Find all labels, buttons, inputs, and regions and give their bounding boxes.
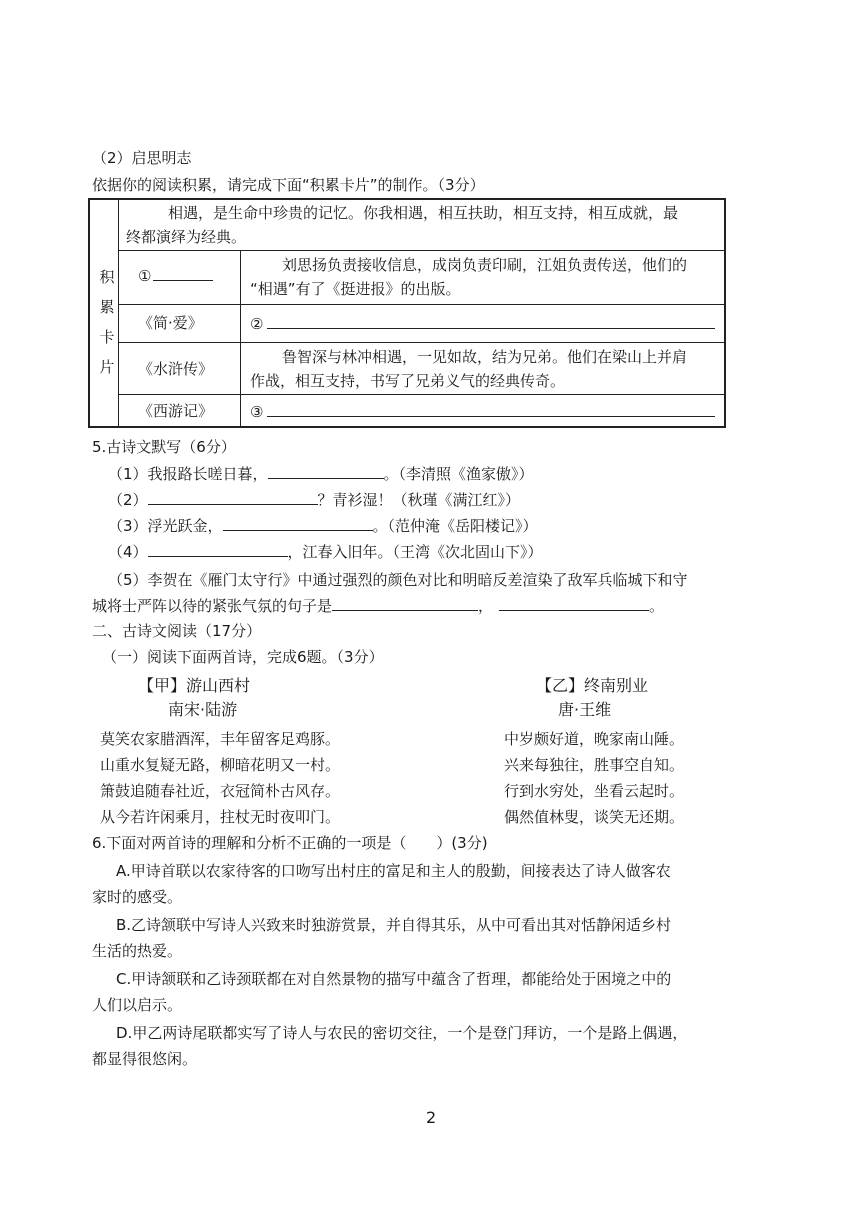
- card-example-line: “相遇”有了《挺进报》的出版。: [250, 280, 461, 298]
- q5-item: 城将士严阵以待的紧张气氛的句子是 ， 。: [92, 597, 665, 615]
- card-row-divider: [118, 342, 724, 343]
- card-example-line: 鲁智深与林冲相遇，一见如故，结为兄弟。他们在梁山上并肩: [282, 348, 688, 366]
- q6-option-c: 人们以启示。: [92, 996, 183, 1014]
- q6-option-b: B.乙诗颔联中写诗人兴致来时独游赏景，并自得其乐，从中可看出其对恬静闲适乡村: [116, 916, 672, 934]
- q6-option-a: A.甲诗首联以农家待客的口吻写出村庄的富足和主人的殷勤，间接表达了诗人做客农: [116, 862, 671, 880]
- poem-a-line: 箫鼓追随春社近，衣冠简朴古风存。: [100, 782, 341, 800]
- section-title: 二、古诗文阅读（17分）: [92, 622, 262, 640]
- poem-b-line: 兴来每独往，胜事空自知。: [504, 756, 685, 774]
- q5-title: 5.古诗文默写（6分）: [92, 438, 236, 456]
- q5-item: （1）我报路长嗟日暮， 。（李清照《渔家傲》）: [108, 465, 534, 483]
- poem-a-title: 【甲】游山西村: [138, 676, 251, 695]
- page-number: 2: [426, 1108, 437, 1127]
- card-intro-line: 终都演绎为经典。: [126, 228, 247, 246]
- poem-b-author: 唐·王维: [558, 700, 612, 719]
- subsection-title: （一）阅读下面两首诗，完成6题。（3分）: [102, 648, 384, 666]
- poem-a-line: 山重水复疑无路，柳暗花明又一村。: [100, 756, 341, 774]
- q5-item: （3）浮光跃金， 。（范仲淹《岳阳楼记》）: [108, 517, 538, 535]
- poem-b-line: 偶然值林叟，谈笑无还期。: [504, 808, 685, 826]
- q5-item: （4） ，江春入旧年。（王湾《次北固山下》）: [108, 543, 543, 561]
- accumulation-card: [88, 198, 726, 428]
- q6-option-d: D.甲乙两诗尾联都实写了诗人与农民的密切交往，一个是登门拜访，一个是路上偶遇，: [116, 1024, 688, 1042]
- poem-a-author: 南宋·陆游: [168, 700, 238, 719]
- poem-b-line: 行到水穷处，坐看云起时。: [504, 782, 685, 800]
- q6-option-a: 家时的感受。: [92, 888, 183, 906]
- card-column-divider: [240, 250, 241, 426]
- q5-item: （2） ？青衫湿！（秋瑾《满江红》）: [108, 491, 521, 509]
- card-instruction: 依据你的阅读积累，请完成下面“积累卡片”的制作。（3分）: [92, 176, 485, 194]
- card-blank-2: ②: [250, 314, 715, 335]
- card-example-line: 刘思扬负责接收信息，成岗负责印刷，江姐负责传送，他们的: [282, 256, 688, 274]
- q6-option-b: 生活的热爱。: [92, 942, 183, 960]
- card-label-divider: [118, 200, 119, 426]
- card-row-divider: [118, 304, 724, 305]
- poem-b-line: 中岁颇好道，晚家南山陲。: [504, 730, 685, 748]
- card-row-divider: [118, 394, 724, 395]
- card-example-line: 作战，相互支持，书写了兄弟义气的经典传奇。: [250, 372, 566, 390]
- subsection-title: （2）启思明志: [92, 149, 192, 167]
- q6-option-c: C.甲诗颔联和乙诗颈联都在对自然景物的描写中蕴含了哲理，都能给处于困境之中的: [116, 970, 672, 988]
- card-book-title: 《水浒传》: [138, 360, 214, 378]
- card-label: 积 累 卡 片: [99, 268, 115, 376]
- card-blank-1-label: ①: [138, 266, 213, 287]
- poem-b-title: 【乙】终南别业: [536, 676, 649, 695]
- card-blank-3: ③: [250, 402, 715, 423]
- q5-item: （5）李贺在《雁门太守行》中通过强烈的颜色对比和明暗反差渲染了敌军兵临城下和守: [108, 571, 688, 589]
- card-intro-line: 相遇，是生命中珍贵的记忆。你我相遇，相互扶助，相互支持，相互成就，最: [168, 204, 679, 222]
- poem-a-line: 莫笑农家腊酒浑，丰年留客足鸡豚。: [100, 730, 341, 748]
- q6-option-d: 都显得很悠闲。: [92, 1050, 198, 1068]
- poem-a-line: 从今若许闲乘月，拄杖无时夜叩门。: [100, 808, 341, 826]
- card-book-title: 《西游记》: [138, 402, 214, 420]
- card-row-divider: [118, 250, 724, 251]
- q6-stem: 6.下面对两首诗的理解和分析不正确的一项是（ ）(3分): [92, 834, 488, 852]
- card-book-title: 《简·爱》: [138, 314, 203, 332]
